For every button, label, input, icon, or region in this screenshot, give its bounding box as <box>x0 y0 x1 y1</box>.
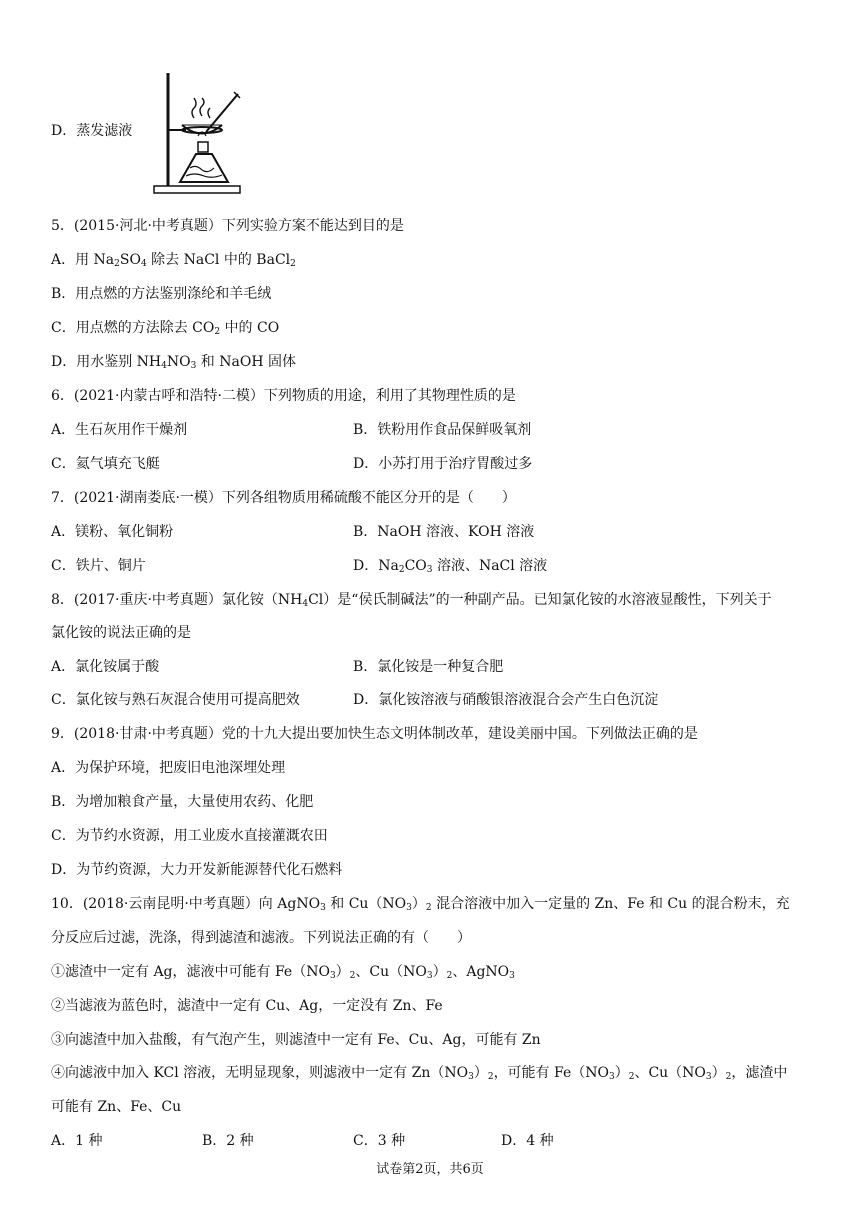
q10-option-a: A．1 种 <box>51 1133 103 1149</box>
q8-option-c: C．氯化铵与熟石灰混合使用可提高肥效 <box>51 692 300 708</box>
q9-option-a: A．为保护环境，把废旧电池深埋处理 <box>51 760 286 776</box>
q8-stem-line2: 氯化铵的说法正确的是 <box>51 625 191 641</box>
q10-statement-2: ②当滤液为蓝色时，滤渣中一定有 Cu、Ag，一定没有 Zn、Fe <box>51 998 443 1014</box>
q7-option-c: C．铁片、铜片 <box>51 558 146 574</box>
q5-option-a: A．用 $Na_2SO_4$ 除去 NaCl 中的 BaCl$_2$ <box>51 252 296 269</box>
page-footer: 试卷第2页，共6页 <box>376 1162 484 1177</box>
q9-option-d: D．为节约资源，大力开发新能源替代化石燃料 <box>51 862 343 878</box>
q8-option-a: A．氯化铵属于酸 <box>51 659 160 675</box>
q6-option-d: D．小苏打用于治疗胃酸过多 <box>353 456 533 472</box>
q7-option-d: D．$Na_2CO_3$ 溶液、NaCl 溶液 <box>353 558 548 575</box>
q5-option-b: B．用点燃的方法鉴别涤纶和羊毛绒 <box>51 286 272 302</box>
q7-option-b: B．NaOH 溶液、KOH 溶液 <box>353 524 535 540</box>
q10-stem-line2: 分反应后过滤，洗涤，得到滤渣和滤液。下列说法正确的有（ ） <box>51 930 471 946</box>
q9-option-c: C．为节约水资源，用工业废水直接灌溉农田 <box>51 828 328 844</box>
q10-option-c: C．3 种 <box>353 1133 406 1149</box>
q6-option-b: B．铁粉用作食品保鲜吸氧剂 <box>353 422 532 438</box>
q5-option-d: D．用水鉴别 $NH_4NO_3$ 和 NaOH 固体 <box>51 354 296 371</box>
q8-option-b: B．氯化铵是一种复合肥 <box>353 659 504 675</box>
q10-option-d: D．4 种 <box>501 1133 554 1149</box>
q10-statement-4: ④向滤液中加入 KCl 溶液，无明显现象，则滤液中一定有 $Zn(NO_3)_2$，可能有 $Fe(NO_3)_2$、$Cu(NO_3)_2$，滤渣中 <box>51 1065 788 1082</box>
q6-stem: 6．(2021·内蒙古呼和浩特·二模）下列物质的用途，利用了其物理性质的是 <box>51 388 516 404</box>
q9-option-b: B．为增加粮食产量，大量使用农药、化肥 <box>51 794 314 810</box>
q6-option-a: A．生石灰用作干燥剂 <box>51 422 188 438</box>
q8-stem: 8．(2017·重庆·中考真题）氯化铵$(NH_4Cl)$是“侯氏制碱法”的一种副产品。已知氯化铵的水溶液显酸性，下列关于 <box>51 592 772 609</box>
evaporation-apparatus-image <box>146 70 242 198</box>
q4-option-d: D．蒸发滤液 <box>51 123 133 139</box>
q10-statement-3: ③向滤渣中加入盐酸，有气泡产生，则滤渣中一定有 Fe、Cu、Ag，可能有 Zn <box>51 1032 541 1048</box>
q6-option-c: C．氦气填充飞艇 <box>51 456 160 472</box>
q10-option-b: B．2 种 <box>202 1133 254 1149</box>
q10-stem: 10．(2018·云南昆明·中考真题）向 AgNO$_3$ 和 $Cu(NO_3)_2$ 混合溶液中加入一定量的 Zn、Fe 和 Cu 的混合粉末，充 <box>51 896 790 913</box>
q7-option-a: A．镁粉、氧化铜粉 <box>51 524 174 540</box>
q7-stem: 7．(2021·湖南娄底·一模）下列各组物质用稀硫酸不能区分开的是（ ） <box>51 490 516 506</box>
q8-option-d: D．氯化铵溶液与硝酸银溶液混合会产生白色沉淀 <box>353 692 659 708</box>
q10-statement-4-line2: 可能有 Zn、Fe、Cu <box>51 1099 182 1115</box>
q9-stem: 9．(2018·甘肃·中考真题）党的十九大提出要加快生态文明体制改革，建设美丽中国。下列做法正确的是 <box>51 726 698 742</box>
q5-stem: 5．(2015·河北·中考真题）下列实验方案不能达到目的是 <box>51 218 404 234</box>
q10-statement-1: ①滤渣中一定有 Ag，滤液中可能有 $Fe(NO_3)_2$、$Cu(NO_3)_2$、AgNO$_3$ <box>51 964 515 981</box>
q5-option-c: C．用点燃的方法除去 $CO_2$ 中的 CO <box>51 320 280 337</box>
